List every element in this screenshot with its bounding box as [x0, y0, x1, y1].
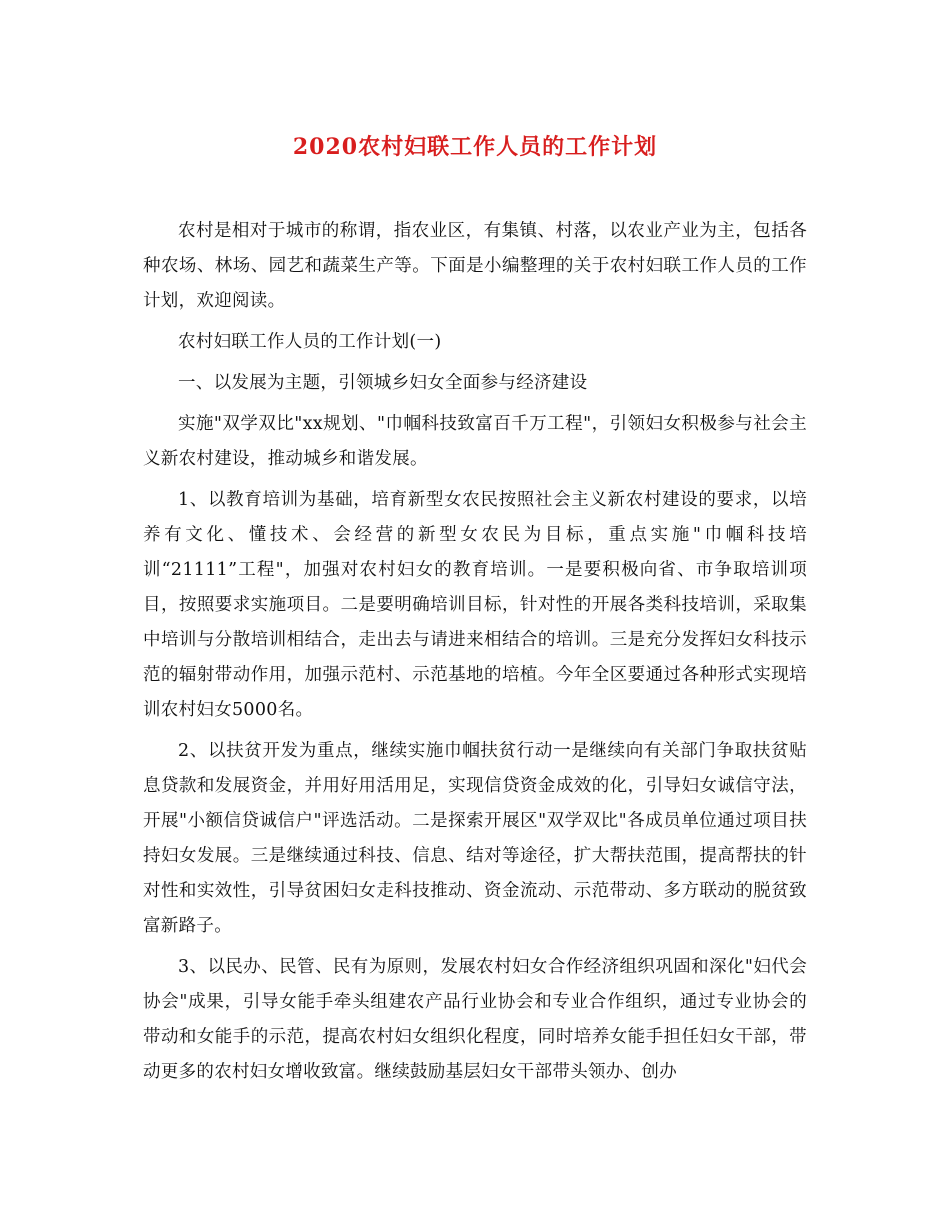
paragraph-implementation: 实施"双学双比"xx规划、"巾帼科技致富百千万工程"，引领妇女积极参与社会主义新农村建设，推动城乡和谐发展。 — [143, 414, 807, 469]
document-title: 2020农村妇联工作人员的工作计划 — [292, 134, 658, 160]
paragraph-section-heading: 农村妇联工作人员的工作计划(一) — [178, 332, 442, 352]
document-body — [143, 214, 807, 1090]
paragraph-item-3: 3、以民办、民管、民有为原则，发展农村妇女合作经济组织巩固和深化"妇代会协会"成果，引导女能手牵头组建农产品行业协会和专业合作组织，通过专业协会的带动和女能手的示范，提高农村妇女组织化程度，同时培养女能手担任妇女干部，带动更多的农村妇女增收致富。继续鼓励基层妇女干部带头领办、创办 — [143, 957, 807, 1082]
paragraph-subheading-1: 一、以发展为主题，引领城乡妇女全面参与经济建设 — [178, 373, 588, 393]
paragraph-intro: 农村是相对于城市的称谓，指农业区，有集镇、村落，以农业产业为主，包括各种农场、林场、园艺和蔬菜生产等。下面是小编整理的关于农村妇联工作人员的工作计划，欢迎阅读。 — [143, 221, 807, 311]
paragraph-item-2: 2、以扶贫开发为重点，继续实施巾帼扶贫行动一是继续向有关部门争取扶贫贴息贷款和发展资金，并用好用活用足，实现信贷资金成效的化，引导妇女诚信守法，开展"小额信贷诚信户"评选活动。二是探索开展区"双学双比"各成员单位通过项目扶持妇女发展。三是继续通过科技、信息、结对等途径，扩大帮扶范围，提高帮扶的针对性和实效性，引导贫困妇女走科技推动、资金流动、示范带动、多方联动的脱贫致富新路子。 — [143, 741, 807, 936]
paragraph-item-1: 1、以教育培训为基础，培育新型女农民按照社会主义新农村建设的要求，以培养有文化、懂技术、会经营的新型女农民为目标，重点实施"巾帼科技培训“21111”工程"，加强对农村妇女的教育培训。一是要积极向省、市争取培训项目，按照要求实施项目。二是要明确培训目标，针对性的开展各类科技培训，采取集中培训与分散培训相结合，走出去与请进来相结合的培训。三是充分发挥妇女科技示范的辐射带动作用，加强示范村、示范基地的培植。今年全区要通过各种形式实现培训农村妇女5000名。 — [143, 490, 807, 720]
